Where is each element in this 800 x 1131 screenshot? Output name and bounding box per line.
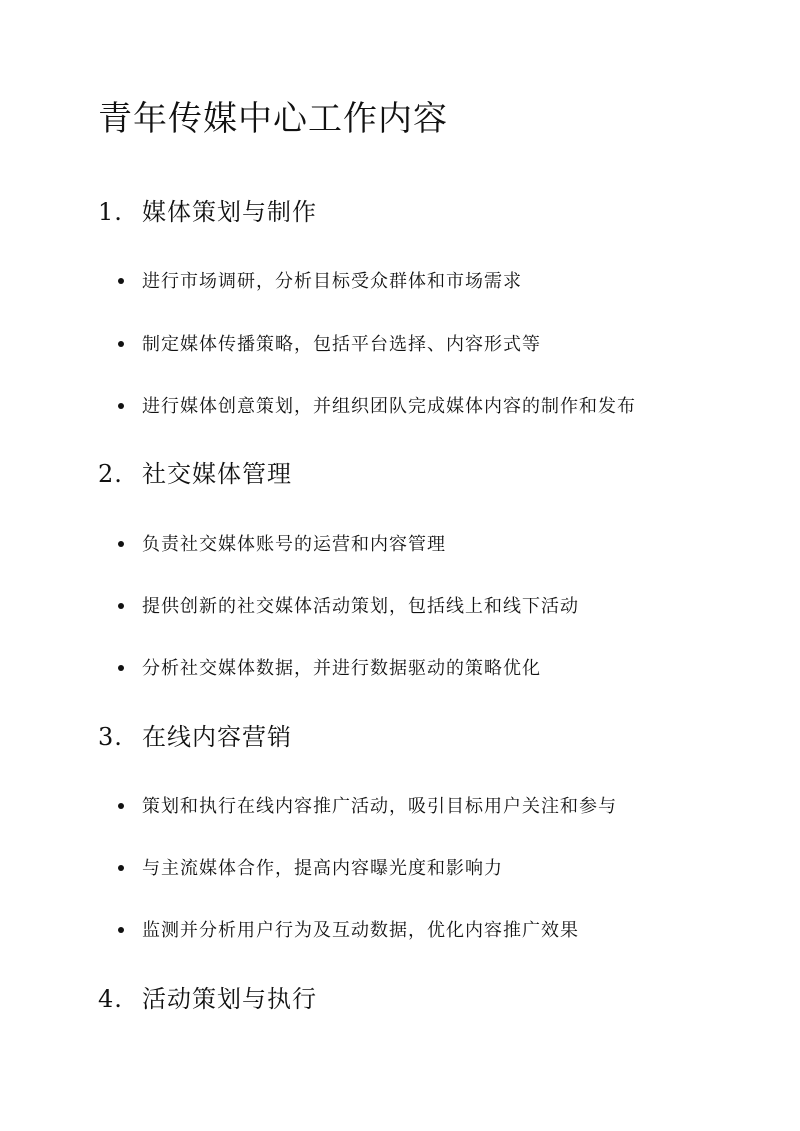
section-heading-2 bbox=[98, 457, 292, 491]
bullet-icon bbox=[118, 865, 124, 871]
list-item bbox=[118, 594, 579, 620]
bullet-icon bbox=[118, 403, 124, 409]
list-item-text: 策划和执行在线内容推广活动，吸引目标用户关注和参与 bbox=[142, 796, 617, 817]
bullet-icon bbox=[118, 927, 124, 933]
section-heading-1 bbox=[98, 195, 317, 229]
section-title: 活动策划与执行 bbox=[142, 985, 317, 1013]
list-item-text: 进行媒体创意策划，并组织团队完成媒体内容的制作和发布 bbox=[142, 396, 636, 417]
bullet-icon bbox=[118, 278, 124, 284]
list-item bbox=[118, 394, 636, 420]
list-item bbox=[118, 856, 503, 882]
bullet-icon bbox=[118, 803, 124, 809]
bullet-icon bbox=[118, 665, 124, 671]
section-number: 3. bbox=[98, 723, 123, 751]
section-heading-4 bbox=[98, 982, 317, 1016]
bullet-icon bbox=[118, 541, 124, 547]
list-item bbox=[118, 918, 579, 944]
section-number: 2. bbox=[98, 460, 123, 488]
list-item bbox=[118, 532, 446, 558]
list-item bbox=[118, 656, 541, 682]
list-item-text: 进行市场调研，分析目标受众群体和市场需求 bbox=[142, 271, 522, 292]
list-item-text: 监测并分析用户行为及互动数据，优化内容推广效果 bbox=[142, 920, 579, 941]
bullet-icon bbox=[118, 341, 124, 347]
section-title: 在线内容营销 bbox=[142, 723, 292, 751]
section-number: 1. bbox=[98, 198, 123, 226]
section-title: 社交媒体管理 bbox=[142, 460, 292, 488]
list-item-text: 分析社交媒体数据，并进行数据驱动的策略优化 bbox=[142, 658, 541, 679]
list-item bbox=[118, 332, 541, 358]
list-item-text: 制定媒体传播策略，包括平台选择、内容形式等 bbox=[142, 334, 541, 355]
section-title: 媒体策划与制作 bbox=[142, 198, 317, 226]
page-title: 青年传媒中心工作内容 bbox=[98, 99, 448, 139]
list-item-text: 提供创新的社交媒体活动策划，包括线上和线下活动 bbox=[142, 596, 579, 617]
list-item bbox=[118, 269, 522, 295]
list-item-text: 负责社交媒体账号的运营和内容管理 bbox=[142, 534, 446, 555]
bullet-icon bbox=[118, 603, 124, 609]
list-item-text: 与主流媒体合作，提高内容曝光度和影响力 bbox=[142, 858, 503, 879]
section-number: 4. bbox=[98, 985, 123, 1013]
section-heading-3 bbox=[98, 720, 292, 754]
list-item bbox=[118, 794, 617, 820]
